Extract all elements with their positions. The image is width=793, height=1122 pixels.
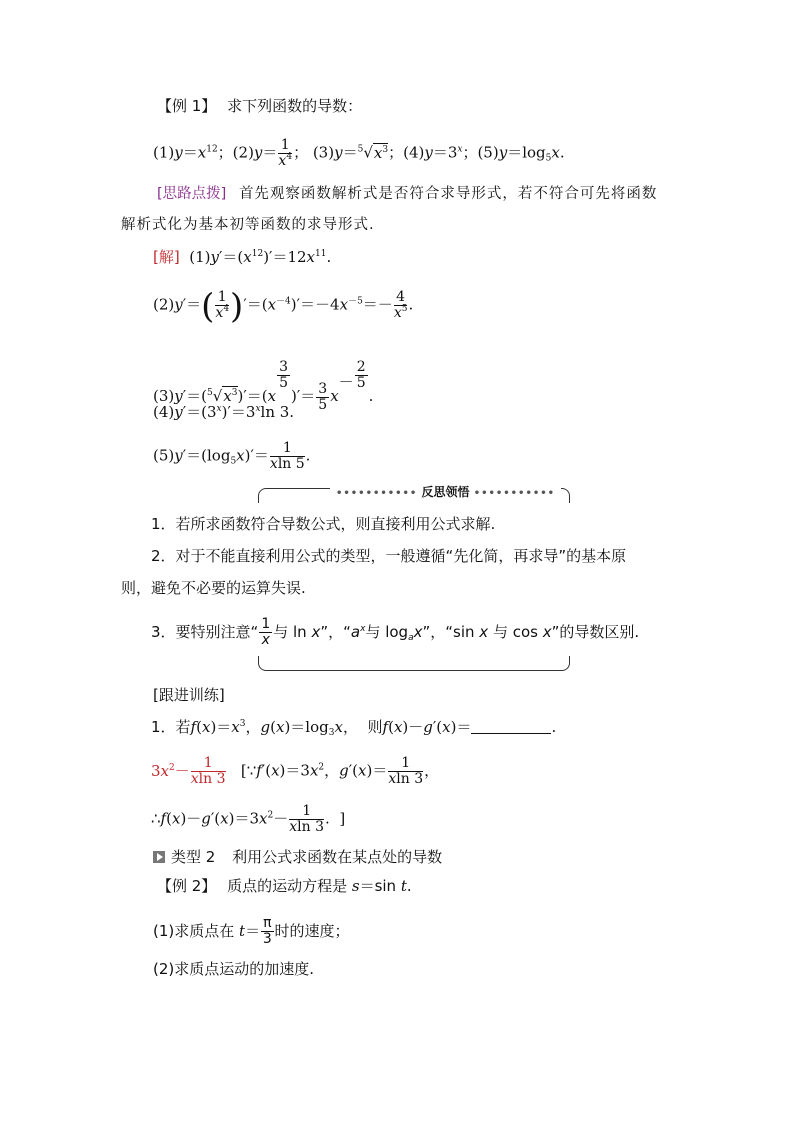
type2-title: 利用公式求函数在某点处的导数 — [232, 848, 443, 866]
practice-label: [跟进训练] — [153, 686, 225, 704]
hint-text-1: 首先观察函数解析式是否符合求导形式，若不符合可先将函数 — [238, 186, 658, 202]
reflection-point-2b: 则，避免不必要的运算失误. — [121, 579, 306, 597]
example1-header — [157, 97, 362, 115]
example1-items: $(1)y=x^{12}$；(2)y＝ $\frac{1}{x^4}$ ； $(3)y=^5√x^3$；$(4)y=3^x$；$(5)y=\log_5x$. — [153, 137, 565, 169]
practice-answer-line: $3x^2-$ $\frac{1}{xln 3}$ [$\because f'(x)=3x^2$，g′(x)＝ $\frac{1}{xln 3}$ ， — [151, 755, 440, 787]
practice-answer: $3x^2-$ $\frac{1}{xln 3}$ — [151, 755, 226, 787]
reflection-point-2a: 2．对于不能直接利用公式的类型，一般遵循“先化简，再求导”的基本原 — [151, 547, 627, 565]
reflection-point-3: 3．要特别注意“ $\frac{1}{x}$ 与 ln x”，“$a^x$与 $\log_ax$”，“sin x 与 cos x”的导数区别. — [151, 616, 640, 648]
practice-explain-2: $\therefore f(x)-g'(x)=3x^2-$ $\frac{1}{xln 3}$ . ] — [151, 803, 346, 835]
reflection-title: ••••••••••• 反思领悟 ••••••••••• — [330, 483, 561, 500]
solution-step-3: $(3)y'=(^5√x^3)'=(x$ $\frac{3}{5}$ )′＝ $\frac{3}{5}$ x－ $\frac{2}{5}$ . — [153, 359, 374, 413]
hint-label: [思路点拨] — [157, 186, 227, 202]
example2-header: 【例 2】 质点的运动方程是 s＝sin t. — [157, 877, 412, 895]
solution-label: [解] — [153, 248, 180, 266]
example2-question-2: (2)求质点运动的加速度. — [153, 960, 315, 978]
type2-header — [153, 848, 442, 866]
answer-blank[interactable] — [471, 733, 551, 734]
type2-label: 类型 2 — [171, 848, 216, 866]
solution-step-1: [解] $(1)y'=(x^{12})'=12x^{11}$. — [153, 248, 332, 266]
solution-step-2: (2)y′＝( $\frac{1}{x^4}$ )$'=(x^{-4})'=-4x^{-5}=-$ $\frac{4}{x^5}$ . — [153, 286, 414, 327]
play-triangle-icon — [153, 851, 165, 863]
reflection-point-1: 1．若所求函数符合导数公式，则直接利用公式求解. — [151, 515, 496, 533]
solution-step-4: $(4)y'=(3^x)'=3^x\ln$ 3. — [153, 403, 295, 421]
example1-label: 【例 1】 — [157, 97, 217, 115]
hint-text-2: 解析式化为基本初等函数的求导形式. — [121, 217, 375, 233]
solution-step-5: $(5)y'=(\log_5x)'=$ $\frac{1}{xln 5}$ . — [153, 440, 311, 472]
example2-question-1: (1)求质点在 t＝ $\frac{\pi}{3}$ 时的速度； — [153, 915, 350, 947]
practice-question-1: 1．若$f(x)=x^3$，$g(x)=\log_3x$， 则f(x)－g′(x)＝ . — [151, 718, 557, 738]
example2-label: 【例 2】 — [157, 877, 217, 895]
reflection-title-text: 反思领悟 — [421, 485, 470, 499]
example1-prompt: 求下列函数的导数： — [227, 97, 363, 115]
hint-line-1 — [157, 185, 657, 203]
reflection-box-bottom — [258, 656, 570, 671]
